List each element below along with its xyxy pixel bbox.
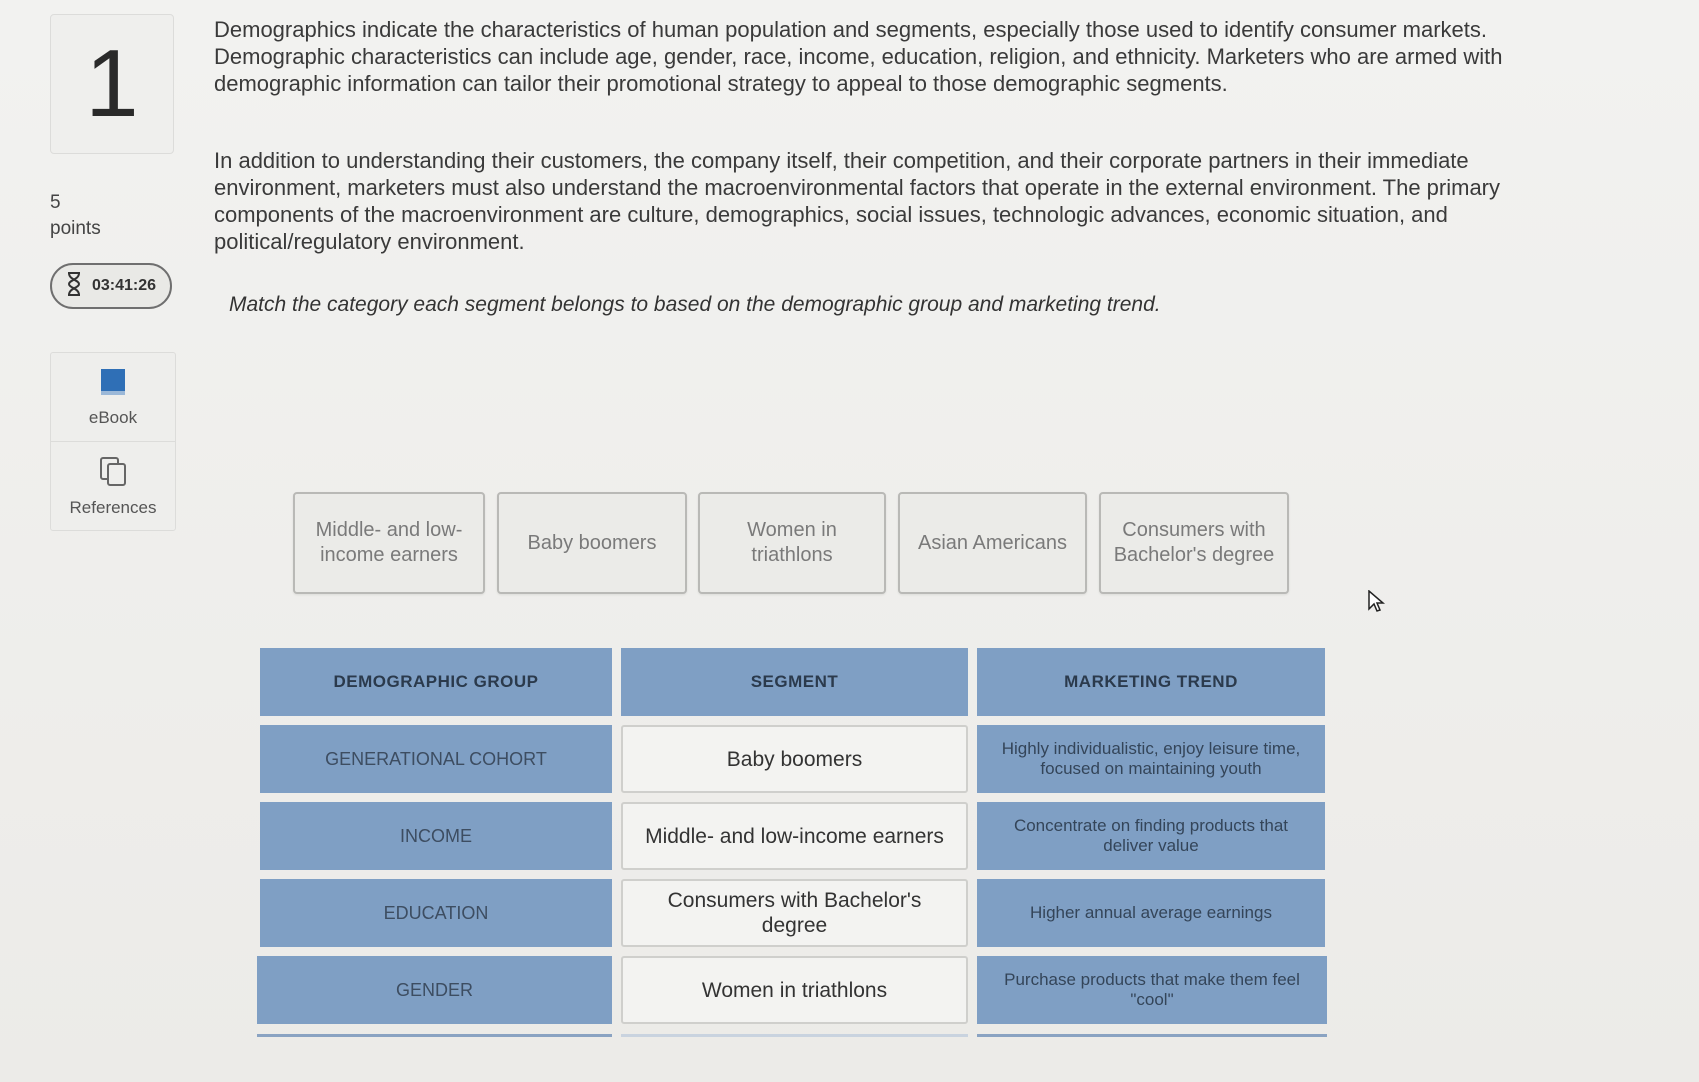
group-cell: EDUCATION [260,879,612,947]
header-marketing-trend: MARKETING TREND [977,648,1325,716]
paragraph-macroenvironment: In addition to understanding their customers, the company itself, their competition, and their corporate partners in their immediate environment, marketers must also understand the macroenvironmental factors that operate in the external environment. The primary components of the macroenvironment are culture, demographics, social issues, technologic advances, economic situation, and political/regulatory environment. [214,148,1501,254]
segment-drop-slot[interactable]: Consumers with Bachelor's degree [621,879,968,947]
group-cell: GENDER [257,956,612,1024]
hourglass-icon [66,271,92,302]
trend-cell: Concentrate on finding products that deliver value [977,802,1325,870]
references-button[interactable] [51,441,175,530]
group-cell: INCOME [260,802,612,870]
answer-chip[interactable]: Women in triathlons [698,492,886,594]
segment-drop-slot[interactable]: Women in triathlons [621,956,968,1024]
paragraph-demographics: Demographics indicate the characteristics of human population and segments, especially those used to identify consumer markets. Demographic characteristics can include age, gender, race, income, education, religion, and ethnicity. Marketers who are armed with demographic information can tailor their promotional strategy to appeal to those demographic segments. [214,17,1503,96]
question-text [214,16,1594,255]
answer-chip[interactable]: Middle- and low-income earners [293,492,485,594]
segment-drop-slot[interactable]: Middle- and low-income earners [621,802,968,870]
timer-badge[interactable] [50,263,172,309]
timer-value: 03:41:26 [92,277,157,294]
mouse-cursor-icon [1368,590,1386,619]
group-cell: GENERATIONAL COHORT [260,725,612,793]
references-label: References [69,497,157,517]
table-divider [977,1034,1327,1037]
table-divider [621,1034,968,1037]
points-indicator [50,190,101,242]
header-demographic-group: DEMOGRAPHIC GROUP [260,648,612,716]
question-number: 1 [50,14,174,154]
trend-cell: Purchase products that make them feel "cool" [977,956,1327,1024]
tools-panel [50,352,176,531]
header-segment: SEGMENT [621,648,968,716]
table-divider [257,1034,612,1037]
points-label: points [50,218,101,239]
book-icon [99,367,127,408]
instruction-text: Match the category each segment belongs to based on the demographic group and marketing trend. [229,293,1161,316]
segment-drop-slot[interactable]: Baby boomers [621,725,968,793]
ebook-label: eBook [88,407,138,427]
answer-chip[interactable]: Consumers with Bachelor's degree [1099,492,1289,594]
points-value: 5 [50,192,61,213]
question-sidebar [0,0,190,1082]
trend-cell: Higher annual average earnings [977,879,1325,947]
ebook-button[interactable] [51,353,175,441]
copy-icon [98,455,128,498]
trend-cell: Highly individualistic, enjoy leisure time, focused on maintaining youth [977,725,1325,793]
answer-chip[interactable]: Asian Americans [898,492,1087,594]
answer-chip[interactable]: Baby boomers [497,492,687,594]
